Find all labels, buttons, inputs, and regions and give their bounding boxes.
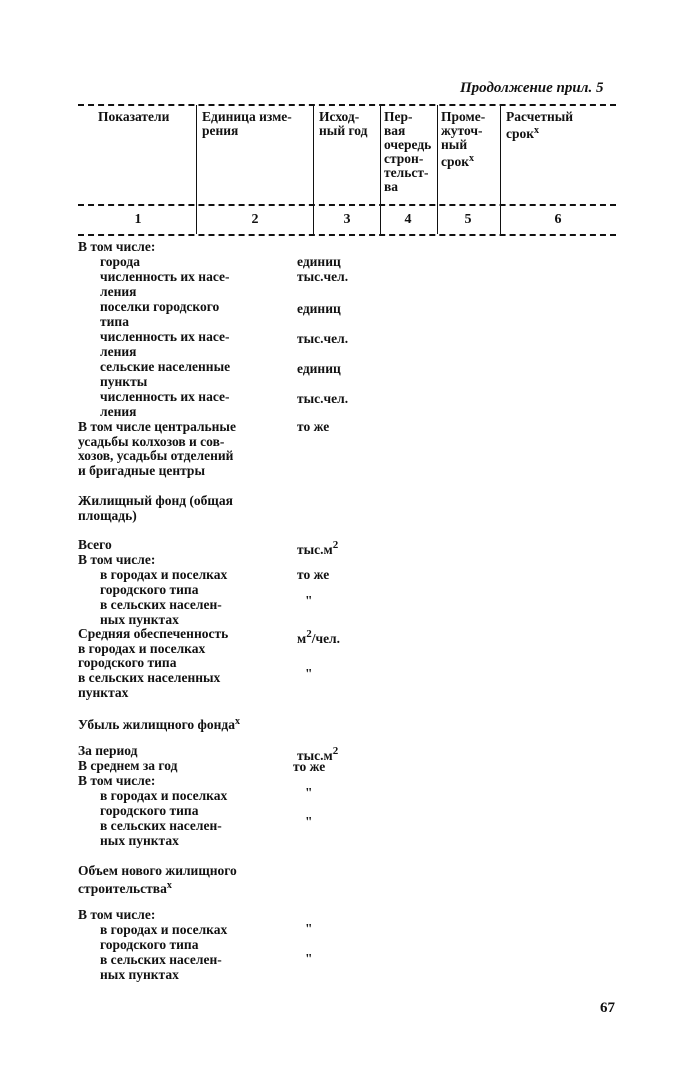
table-header-rule: [78, 204, 616, 206]
col-number-5: 5: [464, 212, 472, 227]
row-label: в городах и поселках городского типа: [100, 922, 228, 952]
row-label: В среднем за год: [78, 758, 178, 773]
row-unit: единиц: [297, 254, 341, 269]
section-heading-new-construction: Объем нового жилищного строительства$^х$: [78, 863, 237, 896]
table-top-rule: [78, 104, 616, 106]
col-number-3: 3: [343, 212, 351, 227]
header-intermediate: Проме- жуточ- ный срок$^х$: [441, 109, 486, 169]
row-unit: то же: [293, 759, 326, 774]
header-target-period: Расчетный срок$^х$: [506, 109, 574, 141]
row-label: в городах и поселках городского типа: [100, 788, 228, 818]
row-label: За период: [78, 743, 138, 758]
col-divider-5: [500, 105, 501, 234]
row-label: Всего: [78, 537, 112, 552]
row-label: сельские населенные пункты: [100, 359, 231, 389]
row-label: численность их насе- ления: [100, 389, 230, 419]
section-heading-housing-stock: Жилищный фонд (общая площадь): [78, 493, 233, 523]
header-indicators: Показатели: [98, 109, 170, 124]
row-unit: тыс.чел.: [297, 391, 349, 406]
row-label: В том числе:: [78, 239, 156, 254]
row-unit: ": [305, 593, 313, 608]
row-label: В том числе:: [78, 907, 156, 922]
table-numbers-rule: [78, 234, 616, 236]
page-number: 67: [600, 1000, 615, 1016]
row-unit: $м^2$/чел.: [297, 628, 341, 646]
row-label: численность их насе- ления: [100, 329, 230, 359]
col-divider-3: [380, 105, 381, 234]
row-label: численность их насе- ления: [100, 269, 230, 299]
col-number-4: 4: [404, 212, 412, 227]
row-label: В том числе:: [78, 552, 156, 567]
row-label: в сельских населенных пунктах: [78, 670, 221, 700]
col-divider-1: [196, 105, 197, 234]
row-label: Средняя обеспеченность в городах и поселках городского типа: [78, 626, 229, 670]
col-number-1: 1: [134, 212, 142, 227]
row-unit: ": [305, 814, 313, 829]
row-unit: ": [305, 666, 313, 681]
row-unit: тыс.чел.: [297, 331, 349, 346]
row-label: в сельских населен- ных пунктах: [100, 952, 222, 982]
row-unit: тыс.чел.: [297, 269, 349, 284]
row-label: в городах и поселках городского типа: [100, 567, 228, 597]
header-first-stage: Пер- вая очередь строн- тельст- ва: [384, 109, 432, 194]
col-number-2: 2: [251, 212, 259, 227]
header-unit: Единица изме- рения: [202, 109, 292, 138]
row-label: В том числе:: [78, 773, 156, 788]
row-unit: $тыс.м^2$: [297, 745, 339, 763]
page-header: Продолжение прил. 5: [460, 80, 604, 96]
row-unit: единиц: [297, 301, 341, 316]
row-unit: ": [305, 785, 313, 800]
row-unit: $тыс.м^2$: [297, 539, 339, 557]
section-heading-housing-loss: Убыль жилищного фонда$^х$: [78, 716, 240, 732]
row-unit: ": [305, 951, 313, 966]
col-divider-4: [437, 105, 438, 234]
col-number-6: 6: [554, 212, 562, 227]
col-divider-2: [313, 105, 314, 234]
row-unit: то же: [297, 567, 330, 582]
row-unit: ": [305, 921, 313, 936]
row-label: в сельских населен- ных пунктах: [100, 818, 222, 848]
header-base-year: Исход- ный год: [319, 109, 368, 138]
row-label: В том числе центральные усадьбы колхозов и сов- хозов, усадьбы отделений и бригадные центры: [78, 419, 236, 478]
row-label: города: [100, 254, 140, 269]
row-unit: то же: [297, 419, 330, 434]
row-unit: единиц: [297, 361, 341, 376]
row-label: поселки городского типа: [100, 299, 220, 329]
row-label: в сельских населен- ных пунктах: [100, 597, 222, 627]
